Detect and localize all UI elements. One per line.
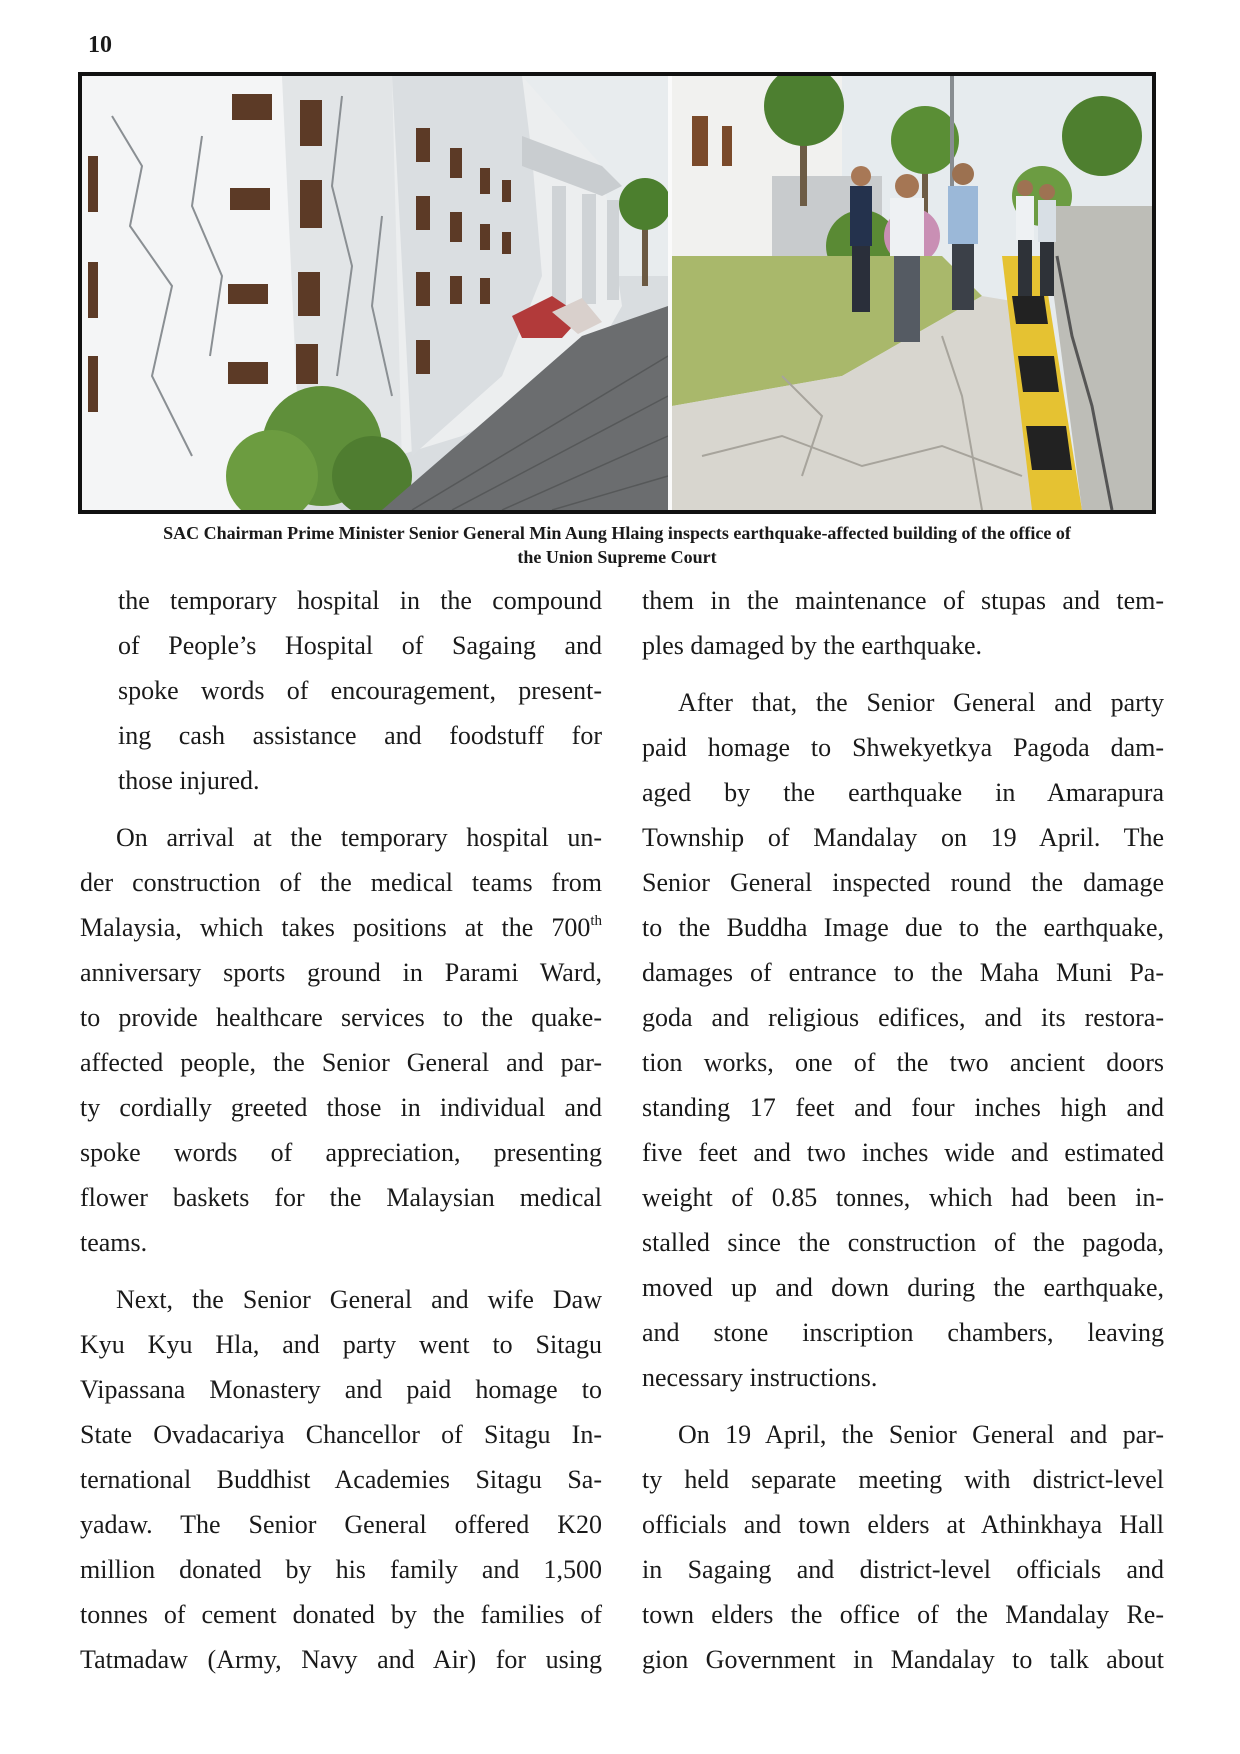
text-line: On arrival at the temporary hospital un- — [116, 823, 602, 852]
text-line: ty cordially greeted those in individual and — [80, 1093, 602, 1122]
text-line: standing 17 feet and four inches high and — [642, 1093, 1164, 1122]
paragraph — [642, 1412, 1164, 1682]
text-line: spoke words of encouragement, present- — [118, 676, 602, 705]
paragraph — [80, 578, 602, 803]
text-line: ternational Buddhist Academies Sitagu Sa- — [80, 1465, 602, 1494]
text-line: ty held separate meeting with district-level — [642, 1465, 1164, 1494]
text-line: in Sagaing and district-level officials and — [642, 1555, 1164, 1584]
text-line: spoke words of appreciation, presenting — [80, 1138, 602, 1167]
text-line: Township of Mandalay on 19 April. The — [642, 823, 1164, 852]
text-line: On 19 April, the Senior General and par- — [678, 1420, 1164, 1449]
text-line: necessary instructions. — [642, 1363, 878, 1392]
paragraph — [642, 578, 1164, 668]
text-line: weight of 0.85 tonnes, which had been in- — [642, 1183, 1164, 1212]
caption-line: the Union Supreme Court — [517, 547, 717, 567]
text-line: the temporary hospital in the compound — [118, 586, 602, 615]
right-column — [642, 578, 1164, 1694]
text-line: to the Buddha Image due to the earthquake, — [642, 913, 1164, 942]
text-line: of People’s Hospital of Sagaing and — [118, 631, 602, 660]
text-line: teams. — [80, 1228, 148, 1257]
text-line: ples damaged by the earthquake. — [642, 631, 983, 660]
text-line: million donated by his family and 1,500 — [80, 1555, 602, 1584]
text-line: gion Government in Mandalay to talk about — [642, 1645, 1164, 1674]
text-line: five feet and two inches wide and estimated — [642, 1138, 1164, 1167]
text-line: yadaw. The Senior General offered K20 — [80, 1510, 602, 1539]
text-line: town elders the office of the Mandalay Re- — [642, 1600, 1164, 1629]
left-column — [80, 578, 602, 1694]
text-line: aged by the earthquake in Amarapura — [642, 778, 1164, 807]
paragraph — [642, 680, 1164, 1400]
text-line: those injured. — [118, 766, 260, 795]
photo-caption — [78, 521, 1156, 569]
paragraph — [80, 1277, 602, 1682]
text-line: flower baskets for the Malaysian medical — [80, 1183, 602, 1212]
text-line: tonnes of cement donated by the families of — [80, 1600, 602, 1629]
text-line-with-superscript — [80, 905, 602, 950]
text-line: ing cash assistance and foodstuff for — [118, 721, 602, 750]
text-line: Kyu Kyu Hla, and party went to Sitagu — [80, 1330, 602, 1359]
left-photo-building — [82, 76, 671, 510]
text-line: tion works, one of the two ancient doors — [642, 1048, 1164, 1077]
caption-line: SAC Chairman Prime Minister Senior General Min Aung Hlaing inspects earthquake-affected building of the office of — [163, 523, 1071, 543]
page-number: 10 — [88, 32, 112, 58]
text-line: der construction of the medical teams from — [80, 868, 602, 897]
news-photo — [78, 72, 1156, 514]
text-line: stalled since the construction of the pagoda, — [642, 1228, 1164, 1257]
text-line: damages of entrance to the Maha Muni Pa- — [642, 958, 1164, 987]
text-line: moved up and down during the earthquake, — [642, 1273, 1164, 1302]
text-line: Tatmadaw (Army, Navy and Air) for using — [80, 1645, 602, 1674]
text-line: Vipassana Monastery and paid homage to — [80, 1375, 602, 1404]
text-line: goda and religious edifices, and its restora- — [642, 1003, 1164, 1032]
text-line: After that, the Senior General and party — [678, 688, 1164, 717]
text-line: them in the maintenance of stupas and tem- — [642, 586, 1164, 615]
text-line: anniversary sports ground in Parami Ward, — [80, 958, 602, 987]
text-line: officials and town elders at Athinkhaya Hall — [642, 1510, 1164, 1539]
text-line: Senior General inspected round the damage — [642, 868, 1164, 897]
text-line: State Ovadacariya Chancellor of Sitagu In- — [80, 1420, 602, 1449]
text-line: to provide healthcare services to the quake- — [80, 1003, 602, 1032]
text-line: affected people, the Senior General and par- — [80, 1048, 602, 1077]
text-line: Next, the Senior General and wife Daw — [116, 1285, 602, 1314]
superscript: th — [590, 913, 602, 929]
right-photo-officials — [672, 76, 1152, 510]
text-line: and stone inscription chambers, leaving — [642, 1318, 1164, 1347]
text-fragment: Malaysia, which takes positions at the 700 — [80, 913, 591, 942]
text-line: paid homage to Shwekyetkya Pagoda dam- — [642, 733, 1164, 762]
paragraph — [80, 815, 602, 1265]
